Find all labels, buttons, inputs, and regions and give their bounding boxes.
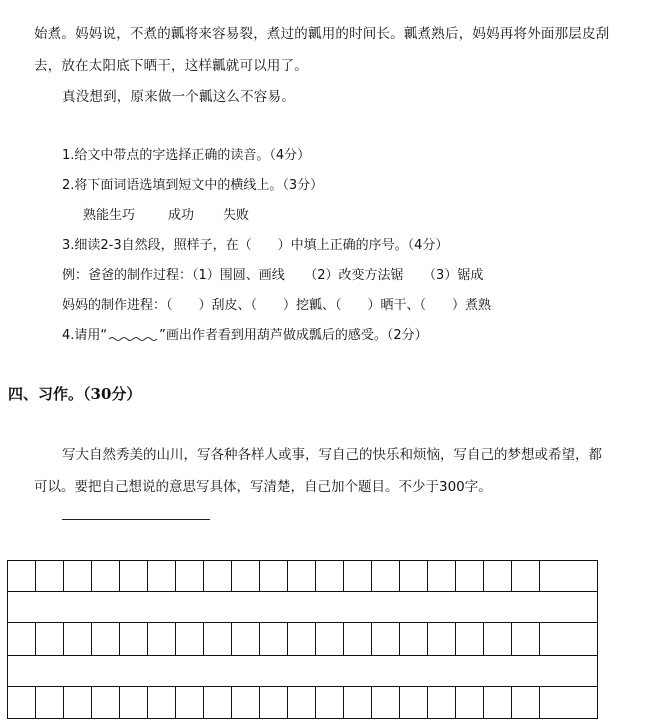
mom-process-line: 妈妈的制作进程：（ ）刮皮、（ ）挖瓤、（ ）晒干、（ ）煮熟	[62, 298, 492, 313]
passage-line-3: 真没想到，原来做一个瓤这么不容易。	[62, 89, 295, 105]
prompt-line-2: 可以。要把自己想说的意思写具体，写清楚，自己加个题目。不少于300字。	[34, 479, 492, 495]
question-2: 2.将下面词语选填到短文中的横线上。（3分）	[62, 178, 324, 193]
writing-grid	[7, 560, 599, 720]
section-heading: 四、习作。（30分）	[8, 385, 142, 403]
question-4-prefix: 4.请用“	[62, 328, 108, 343]
wavy-line-icon	[107, 330, 159, 342]
question-4-suffix: ”画出作者看到用葫芦做成瓢后的感受。（2分）	[159, 328, 428, 343]
question-4	[62, 328, 428, 344]
passage-line-1: 始煮。妈妈说，不煮的瓤将来容易裂，煮过的瓤用的时间长。瓤煮熟后，妈妈再将外面那层皮刮	[34, 26, 610, 42]
word-choice-2: 成功	[168, 208, 195, 223]
question-3: 3.细读2-3自然段，照样子，在（ ）中填上正确的序号。（4分）	[62, 238, 449, 253]
example-line: 例：爸爸的制作过程：（1）围圆、画线 （2）改变方法锯 （3）锯成	[62, 268, 484, 283]
prompt-line-1: 写大自然秀美的山川，写各种各样人或事，写自己的快乐和烦恼，写自己的梦想或希望，都	[62, 447, 602, 463]
word-choice-3: 失败	[223, 208, 250, 223]
word-choice-1: 熟能生巧	[83, 208, 136, 223]
passage-line-2: 去，放在太阳底下晒干，这样瓤就可以用了。	[34, 58, 308, 74]
title-blank-line	[62, 519, 210, 520]
question-1: 1.给文中带点的字选择正确的读音。（4分）	[62, 148, 311, 163]
